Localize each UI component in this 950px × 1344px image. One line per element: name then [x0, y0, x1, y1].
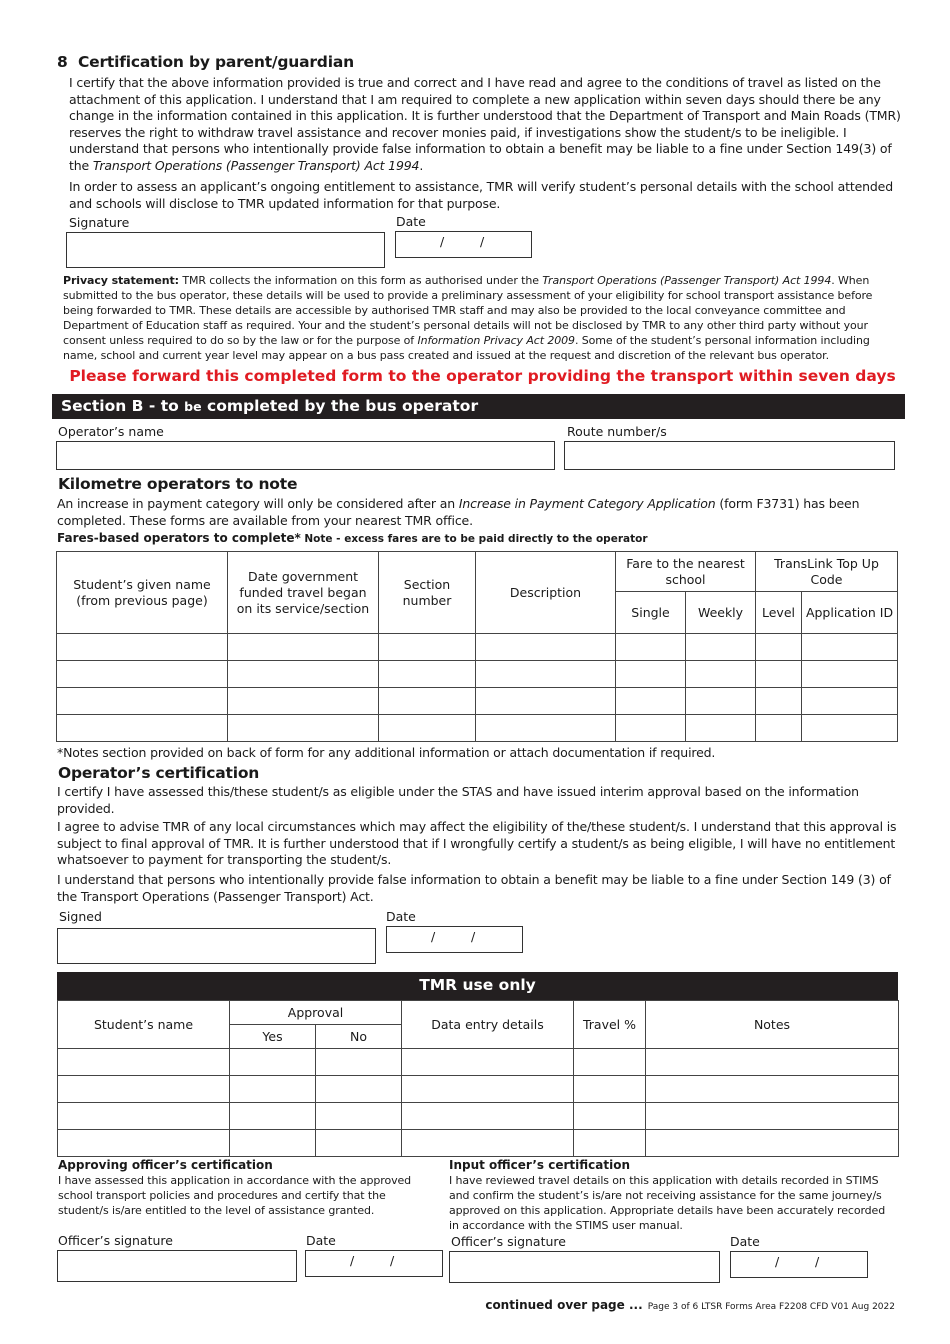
col-description: Description [476, 552, 616, 634]
input-signature-label: Officer’s signature [451, 1234, 566, 1249]
input-signature-field[interactable] [449, 1251, 720, 1283]
table-row [58, 1103, 899, 1130]
table-cell[interactable] [57, 715, 228, 742]
col-student-name: Student’s name [58, 1001, 230, 1049]
table-cell[interactable] [230, 1049, 316, 1076]
table-cell[interactable] [402, 1103, 574, 1130]
col-student-name: Student’s given name (from previous page) [57, 552, 228, 634]
section-b-header: Section B - to be completed by the bus operator [52, 394, 905, 419]
operator-date-field[interactable] [386, 926, 523, 953]
col-single: Single [616, 592, 686, 634]
table-cell[interactable] [686, 661, 756, 688]
operator-date-label: Date [386, 909, 416, 924]
forward-notice: Please forward this completed form to the operator providing the transport within seven days [69, 367, 896, 385]
table-cell[interactable] [476, 688, 616, 715]
col-translink: TransLink Top Up Code [756, 552, 898, 592]
date-separator: / [431, 929, 436, 944]
table-cell[interactable] [402, 1130, 574, 1157]
table-cell[interactable] [616, 634, 686, 661]
table-cell[interactable] [574, 1130, 646, 1157]
table-row [57, 715, 898, 742]
date-separator: / [815, 1254, 820, 1269]
tmr-table [57, 1000, 899, 1157]
col-yes: Yes [230, 1025, 316, 1049]
table-cell[interactable] [58, 1103, 230, 1130]
approving-signature-field[interactable] [57, 1250, 297, 1282]
approving-officer-text: I have assessed this application in accordance with the approved school transport policies and procedures and certify that the student/s is/are entitled to the level of assistance granted. [58, 1174, 412, 1217]
operator-name-label: Operator’s name [58, 424, 164, 439]
table-cell[interactable] [228, 715, 379, 742]
date-field[interactable] [395, 231, 532, 258]
operator-cert-para2: I agree to advise TMR of any local circumstances which may affect the eligibility of the/these student/s. I understand that this approval is subject to final approval of TMR. It is further understood that if I wrongfully certify a student/s as being eligible, I will have no entitlement whatsoever to payment for transporting the student/s. [57, 819, 897, 867]
date-separator: / [440, 234, 445, 249]
table-cell[interactable] [686, 634, 756, 661]
date-separator: / [480, 234, 485, 249]
table-cell[interactable] [58, 1130, 230, 1157]
input-officer-text: I have reviewed travel details on this application with details recorded in STIMS and confirm the student’s is/are not receiving assistance for the same journey/s approved on this application. Appropriate details have been accurately recorded in accordance with the STIMS user manual. [449, 1174, 886, 1232]
operator-signature-field[interactable] [57, 928, 376, 964]
operator-cert-para1: I certify I have assessed this/these student/s as eligible under the STAS and have issued interim approval based on the information provided. [57, 784, 859, 816]
input-officer-heading: Input officer’s certification [449, 1158, 630, 1172]
table-cell[interactable] [379, 715, 476, 742]
section-8-declaration: I certify that the above information provided is true and correct and I have read and agree to the conditions of travel as listed on the attachment of this application. I understand that I am required to complete a new application within seven days should there be any change in the information contained in this application. It is further understood that the Department of Transport and Main Roads (TMR) reserves the right to withdraw travel assistance and recover monies paid, if investigations show the student/s to be ineligible. I understand that persons who intentionally provide false information to obtain a benefit may be liable to a fine under Section 149(3) of the Transport Operations (Passenger Transport) Act 1994. [69, 75, 901, 173]
table-cell[interactable] [228, 661, 379, 688]
table-cell[interactable] [802, 715, 898, 742]
table-cell[interactable] [756, 634, 802, 661]
table-cell[interactable] [476, 661, 616, 688]
col-fare: Fare to the nearest school [616, 552, 756, 592]
date-separator: / [471, 929, 476, 944]
approving-officer-heading: Approving officer’s certification [58, 1158, 273, 1172]
table-cell[interactable] [57, 634, 228, 661]
date-separator: / [350, 1253, 355, 1268]
table-cell[interactable] [402, 1076, 574, 1103]
table-cell[interactable] [228, 634, 379, 661]
privacy-statement: Privacy statement: TMR collects the information on this form as authorised under the Transport Operations (Passenger Transport) Act 1994. When submitted to the bus operator, these details will be used to provide a preliminary assessment of your eligibility for school transport assistance before being forwarded to TMR. These details are accessible by authorised TMR staff and may also be provided to the local conveyance committee and Department of Education staff as required. Your and the student’s personal details will not be disclosed by TMR to any other third party without your consent unless required to do so by the law or for the purpose of Information Privacy Act 2009. Some of the student’s personal information including name, school and current year level may appear on a bus pass created and issued at the request and discretion of the relevant bus operator. [63, 274, 873, 362]
operator-name-field[interactable] [56, 441, 555, 470]
fares-table [56, 551, 898, 742]
col-travel-percent: Travel % [574, 1001, 646, 1049]
continued-over-page: continued over page ... [485, 1298, 643, 1312]
table-cell[interactable] [316, 1076, 402, 1103]
col-application-id: Application ID [802, 592, 898, 634]
route-label: Route number/s [567, 424, 667, 439]
signature-label: Signature [69, 215, 130, 230]
table-cell[interactable] [57, 688, 228, 715]
operator-cert-para3: I understand that persons who intentionally provide false information to obtain a benefit may be liable to a fine under Section 149 (3) of the Transport Operations (Passenger Transport) Act. [57, 872, 891, 904]
table-row [58, 1076, 899, 1103]
table-cell[interactable] [756, 715, 802, 742]
signature-field[interactable] [66, 232, 385, 268]
table-cell[interactable] [616, 688, 686, 715]
table-cell[interactable] [476, 634, 616, 661]
table-cell[interactable] [756, 661, 802, 688]
table-cell[interactable] [646, 1103, 899, 1130]
table-cell[interactable] [574, 1049, 646, 1076]
table-cell[interactable] [476, 715, 616, 742]
table-cell[interactable] [802, 688, 898, 715]
date-separator: / [390, 1253, 395, 1268]
notes-line: *Notes section provided on back of form for any additional information or attach documentation if required. [57, 745, 716, 760]
fares-instruction: Fares-based operators to complete* Note - excess fares are to be paid directly to the operator [57, 531, 648, 545]
col-data-entry: Data entry details [402, 1001, 574, 1049]
table-row [58, 1049, 899, 1076]
col-section-number: Section number [379, 552, 476, 634]
table-cell[interactable] [616, 715, 686, 742]
table-cell[interactable] [316, 1103, 402, 1130]
approving-date-field[interactable] [305, 1250, 443, 1277]
table-row [58, 1130, 899, 1157]
date-separator: / [775, 1254, 780, 1269]
footer-meta: Page 3 of 6 LTSR Forms Area F2208 CFD V01 Aug 2022 [647, 1302, 895, 1312]
table-cell[interactable] [802, 661, 898, 688]
table-row [57, 661, 898, 688]
col-date-began: Date government funded travel began on its service/section [228, 552, 379, 634]
table-cell[interactable] [686, 715, 756, 742]
kilometre-text: An increase in payment category will only be considered after an Increase in Payment Category Application (form F3731) has been completed. These forms are available from your nearest TMR office. [57, 496, 860, 528]
table-row [57, 688, 898, 715]
col-no: No [316, 1025, 402, 1049]
table-cell[interactable] [756, 688, 802, 715]
table-cell[interactable] [379, 661, 476, 688]
col-weekly: Weekly [686, 592, 756, 634]
table-cell[interactable] [574, 1103, 646, 1130]
operator-certification-heading: Operator’s certification [58, 764, 260, 782]
input-date-field[interactable] [730, 1251, 868, 1278]
table-cell[interactable] [230, 1076, 316, 1103]
date-label: Date [396, 214, 426, 229]
tmr-use-only-header: TMR use only [57, 972, 898, 1000]
table-cell[interactable] [574, 1076, 646, 1103]
approving-date-label: Date [306, 1233, 336, 1248]
table-cell[interactable] [686, 688, 756, 715]
table-cell[interactable] [316, 1049, 402, 1076]
table-cell[interactable] [802, 634, 898, 661]
table-cell[interactable] [646, 1130, 899, 1157]
approving-signature-label: Officer’s signature [58, 1233, 173, 1248]
table-cell[interactable] [58, 1076, 230, 1103]
col-approval: Approval [230, 1001, 402, 1025]
table-cell[interactable] [57, 661, 228, 688]
section-8-verification-text: In order to assess an applicant’s ongoing entitlement to assistance, TMR will verify student’s personal details with the school attended and schools will disclose to TMR updated information for that purpose. [69, 179, 894, 211]
table-cell[interactable] [402, 1049, 574, 1076]
table-cell[interactable] [646, 1049, 899, 1076]
signed-label: Signed [59, 909, 102, 924]
table-row [57, 634, 898, 661]
section-8-heading: 8 Certification by parent/guardian [57, 53, 354, 71]
table-cell[interactable] [379, 634, 476, 661]
kilometre-heading: Kilometre operators to note [58, 475, 298, 493]
input-date-label: Date [730, 1234, 760, 1249]
col-level: Level [756, 592, 802, 634]
table-cell[interactable] [230, 1103, 316, 1130]
table-cell[interactable] [646, 1076, 899, 1103]
table-cell[interactable] [379, 688, 476, 715]
table-cell[interactable] [58, 1049, 230, 1076]
route-number-field[interactable] [564, 441, 895, 470]
col-notes: Notes [646, 1001, 899, 1049]
footer [480, 1294, 895, 1313]
table-cell[interactable] [228, 688, 379, 715]
table-cell[interactable] [316, 1130, 402, 1157]
table-cell[interactable] [230, 1130, 316, 1157]
table-cell[interactable] [616, 661, 686, 688]
